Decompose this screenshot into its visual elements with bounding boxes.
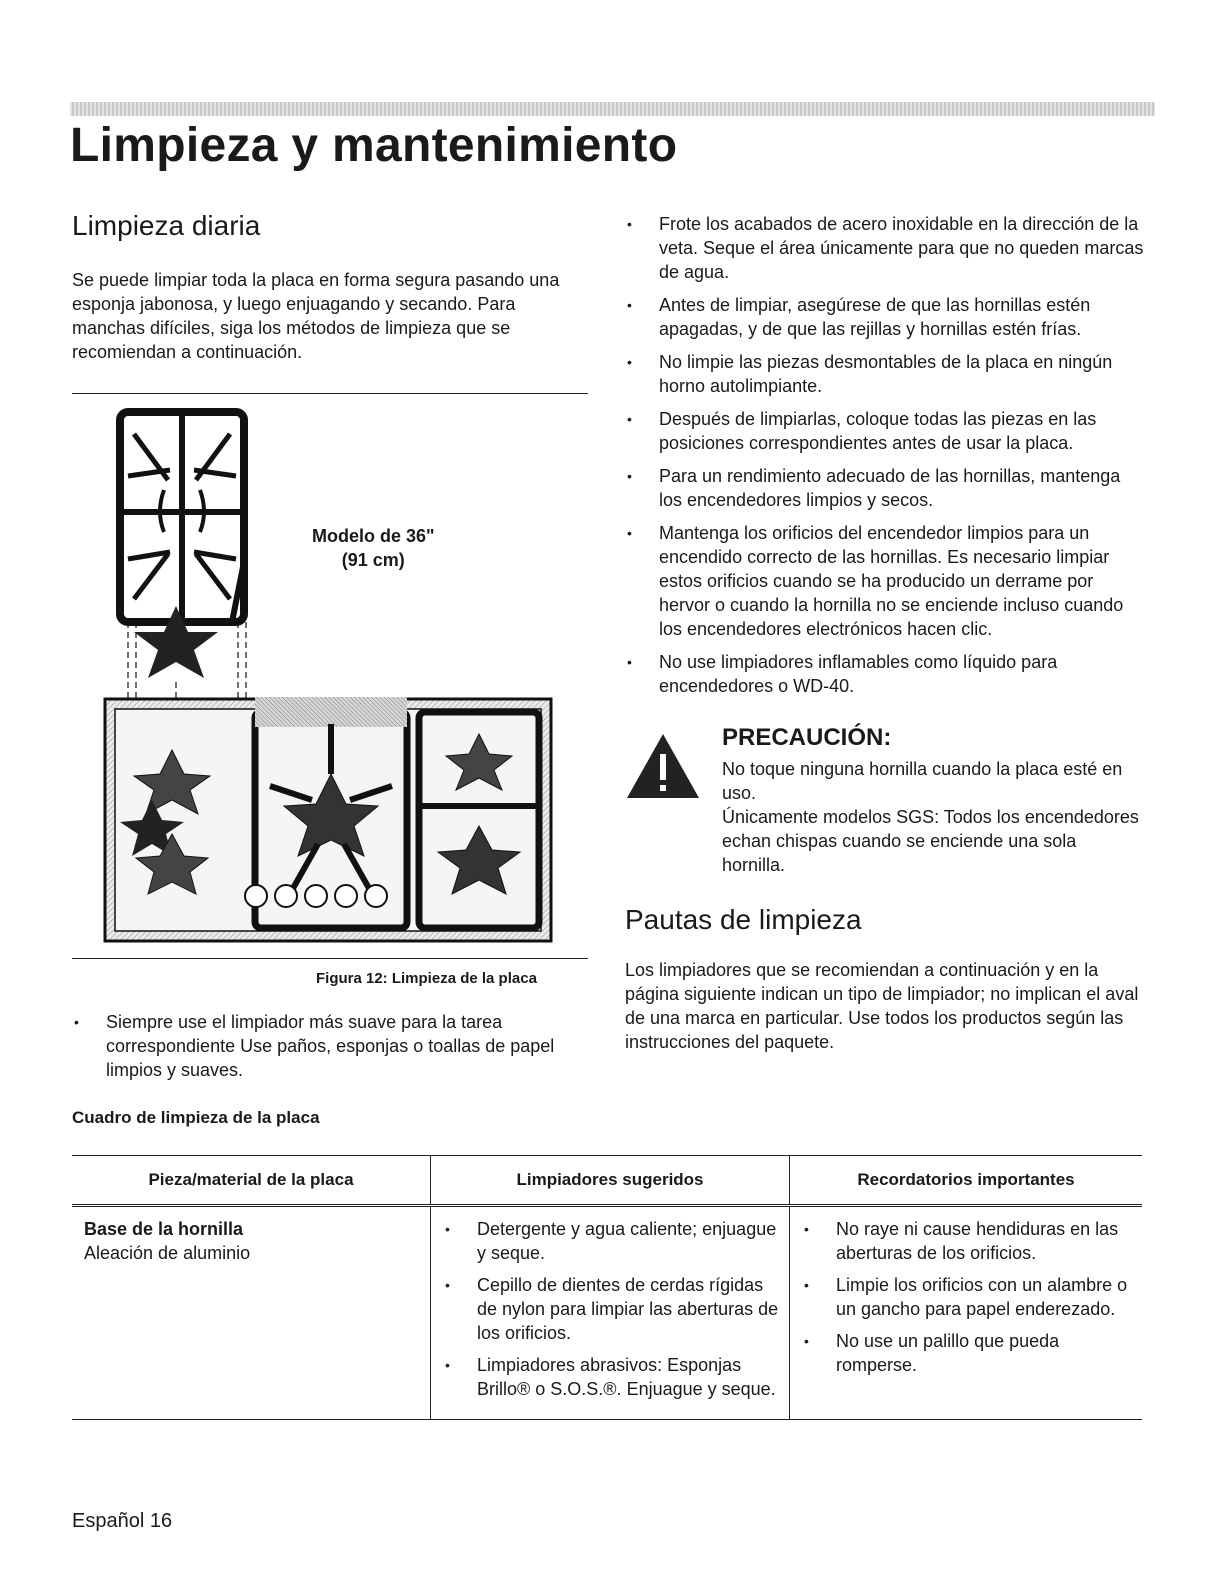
table-row (72, 1206, 1142, 1420)
list-item: • Frote los acabados de acero inoxidable en la dirección de la veta. Seque el área únicamente para que no queden marcas de agua. (625, 212, 1145, 284)
list-item: • Limpie los orificios con un alambre o un gancho para papel enderezado. (802, 1273, 1141, 1321)
guidelines-section (625, 904, 1145, 1054)
list-item: • Mantenga los orificios del encendedor limpios para un encendido correcto de las hornillas. Es necesario limpiar estos orificios cuando se ha producido un derrame por hervor o cuando la hornilla no se enciende incluso cuando los encendedores electrónicos hacen clic. (625, 521, 1145, 641)
part-name: Base de la hornilla (84, 1219, 244, 1239)
table-header: Limpiadores sugeridos (431, 1156, 790, 1206)
page-title: Limpieza y mantenimiento (70, 119, 678, 172)
caution-title: PRECAUCIÓN: (722, 724, 892, 751)
model-size-inches: Modelo de 36" (312, 526, 435, 546)
table-cell-part (72, 1206, 431, 1420)
daily-cleaning-paragraph: Se puede limpiar toda la placa en forma segura pasando una esponja jabonosa, y luego enjuagando y secando. Para manchas difíciles, siga los métodos de limpieza que se recomiendan a continuación. (72, 270, 560, 362)
list-item: • No use limpiadores inflamables como líquido para encendedores o WD-40. (625, 650, 1145, 698)
list-item: • Cepillo de dientes de cerdas rígidas de nylon para limpiar las aberturas de los orificios. (443, 1273, 788, 1345)
guidelines-title: Pautas de limpieza (625, 904, 862, 935)
tips-bullet-list (625, 212, 1145, 698)
header-hatched-bar (70, 102, 1155, 116)
burner-cap-icon (134, 606, 218, 678)
model-size-cm: (91 cm) (341, 550, 405, 570)
cooktop-body (105, 699, 551, 941)
caution-text (722, 757, 1142, 877)
table-header-row (72, 1156, 1142, 1206)
part-material: Aleación de aluminio (84, 1243, 251, 1263)
figure-caption: Figura 12: Limpieza de la placa (316, 970, 537, 987)
left-bullet-list (72, 1010, 572, 1091)
table-title: Cuadro de limpieza de la placa (72, 1108, 320, 1127)
daily-cleaning-title: Limpieza diaria (72, 210, 261, 241)
list-item: • Para un rendimiento adecuado de las hornillas, mantenga los encendedores limpios y secos. (625, 464, 1145, 512)
daily-cleaning-section (72, 210, 592, 364)
list-item: • Detergente y agua caliente; enjuague y seque. (443, 1217, 788, 1265)
table-header: Recordatorios importantes (790, 1156, 1143, 1206)
tips-section (625, 212, 1145, 707)
cleaning-table (72, 1155, 1142, 1420)
table-cell-cleaners (431, 1206, 790, 1420)
caution-line-1: No toque ninguna hornilla cuando la placa esté en uso. (722, 759, 1123, 803)
guidelines-paragraph: Los limpiadores que se recomiendan a continuación y en la página siguiente indican un tipo de limpiador; no implican el aval de una marca en particular. Use todos los productos según las instrucciones del paquete. (625, 960, 1139, 1052)
list-item: • No limpie las piezas desmontables de la placa en ningún horno autolimpiante. (625, 350, 1145, 398)
warning-triangle-icon (625, 732, 701, 802)
table-cell-reminders (790, 1206, 1143, 1420)
cooktop-figure (72, 393, 588, 959)
cooktop-illustration (72, 394, 588, 958)
list-item: • Limpiadores abrasivos: Esponjas Brillo® o S.O.S.®. Enjuague y seque. (443, 1353, 788, 1401)
page-footer: Español 16 (72, 1510, 173, 1532)
list-item: • Antes de limpiar, asegúrese de que las hornillas estén apagadas, y de que las rejillas y hornillas estén frías. (625, 293, 1145, 341)
figure-model-label (312, 524, 435, 572)
table-header: Pieza/material de la placa (72, 1156, 431, 1206)
caution-line-2: Únicamente modelos SGS: Todos los encendedores echan chispas cuando se enciende una sola hornilla. (722, 807, 1139, 875)
list-item: • Siempre use el limpiador más suave para la tarea correspondiente Use paños, esponjas o toallas de papel limpios y suaves. (72, 1010, 572, 1082)
exploded-grate-icon (120, 412, 244, 622)
list-item: • No use un palillo que pueda romperse. (802, 1329, 1141, 1377)
list-item: • No raye ni cause hendiduras en las aberturas de los orificios. (802, 1217, 1141, 1265)
list-item: • Después de limpiarlas, coloque todas las piezas en las posiciones correspondientes antes de usar la placa. (625, 407, 1145, 455)
